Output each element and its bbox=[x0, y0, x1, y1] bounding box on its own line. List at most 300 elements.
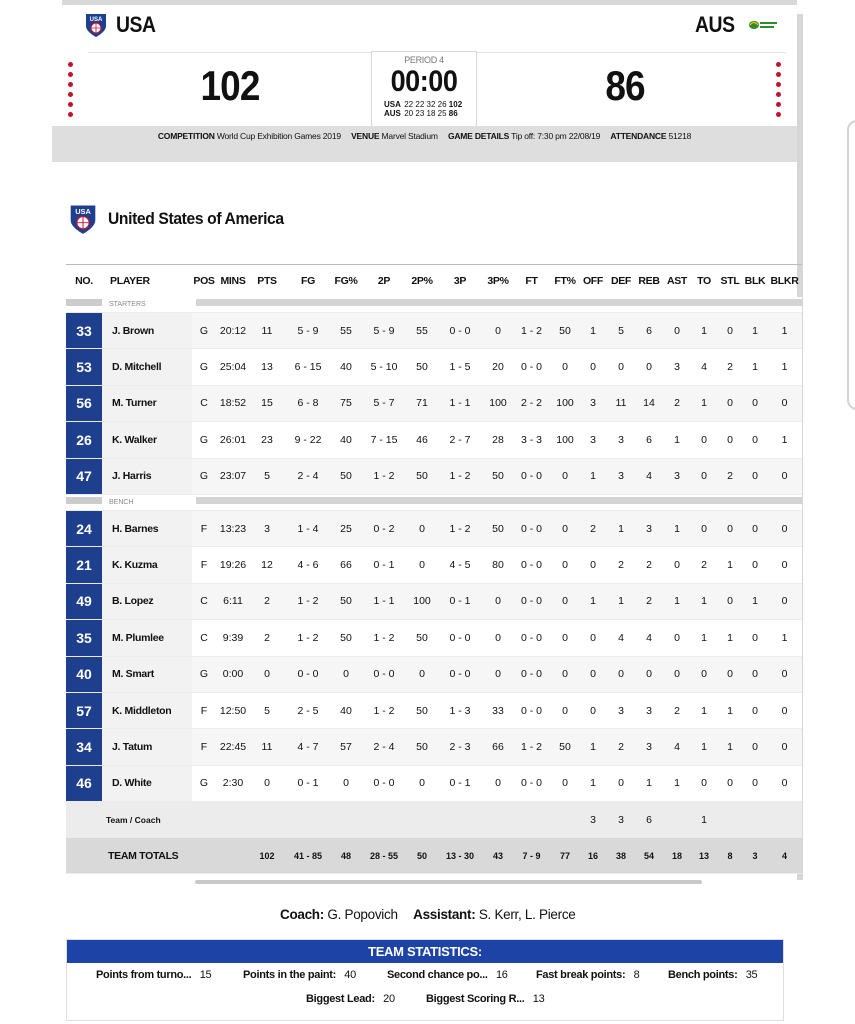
stat-cell: 1 - 2 bbox=[360, 458, 408, 494]
stat-cell: 0 bbox=[717, 422, 743, 458]
stat-cell: 40 bbox=[332, 349, 360, 385]
team-section-title bbox=[68, 203, 299, 235]
stat-cell: 0 bbox=[607, 349, 635, 385]
stat-cell: 0 - 1 bbox=[436, 583, 484, 619]
stat-cell: 1 - 2 bbox=[360, 692, 408, 728]
stat-cell: 0 - 1 bbox=[360, 547, 408, 583]
stat-cell: 2 - 7 bbox=[436, 422, 484, 458]
stat-item: Second chance po... 16 bbox=[387, 969, 508, 981]
stat-cell: 0 bbox=[635, 349, 663, 385]
team-full-name: United States of America bbox=[108, 209, 284, 228]
stat-cell: 9:39 bbox=[216, 620, 250, 656]
stat-cell: 0 bbox=[767, 510, 802, 546]
stat-cell bbox=[284, 802, 332, 838]
stat-cell: 5 - 7 bbox=[360, 385, 408, 421]
stat-cell: 50 bbox=[408, 729, 436, 765]
stat-cell: 0 bbox=[767, 729, 802, 765]
table-header bbox=[66, 265, 802, 297]
stat-cell: 1 bbox=[691, 802, 717, 838]
stat-cell: 0 - 0 bbox=[436, 656, 484, 692]
stat-cell: 3 bbox=[607, 422, 635, 458]
stat-cell: 2 bbox=[663, 692, 691, 728]
stat-cell: 1 bbox=[717, 729, 743, 765]
team-totals-label: TEAM TOTALS bbox=[66, 838, 216, 874]
total-cell: 3 bbox=[743, 838, 767, 874]
stat-cell: 0 bbox=[607, 765, 635, 801]
stat-cell bbox=[512, 802, 551, 838]
player-row[interactable] bbox=[66, 765, 802, 801]
stat-cell: 0 bbox=[743, 656, 767, 692]
column-header[interactable]: PTS bbox=[250, 265, 284, 297]
stat-cell: 0 bbox=[551, 765, 579, 801]
player-row[interactable] bbox=[66, 547, 802, 583]
stat-cell: 1 bbox=[579, 313, 607, 349]
jersey-number: 35 bbox=[66, 620, 102, 656]
jersey-number: 57 bbox=[66, 692, 102, 728]
player-name-link[interactable]: K. Walker bbox=[102, 422, 192, 458]
stat-cell: 19:26 bbox=[216, 547, 250, 583]
stat-cell: 0 bbox=[743, 458, 767, 494]
column-header[interactable]: BLKR bbox=[767, 265, 802, 297]
stat-cell: 0 bbox=[408, 547, 436, 583]
player-name-link[interactable]: H. Barnes bbox=[102, 510, 192, 546]
stat-cell: 3 bbox=[635, 729, 663, 765]
stat-cell: 0 bbox=[250, 656, 284, 692]
coach-name: G. Popovich bbox=[327, 907, 398, 922]
stat-cell: 1 bbox=[663, 765, 691, 801]
stat-cell: 66 bbox=[332, 547, 360, 583]
stat-cell: 4 bbox=[607, 620, 635, 656]
stat-cell: 4 bbox=[691, 349, 717, 385]
total-cell: 8 bbox=[717, 838, 743, 874]
stat-cell: 1 - 2 bbox=[360, 620, 408, 656]
player-row[interactable] bbox=[66, 349, 802, 385]
stat-cell: 55 bbox=[408, 313, 436, 349]
player-row[interactable] bbox=[66, 458, 802, 494]
stat-cell: 0 bbox=[484, 620, 512, 656]
stat-cell: 33 bbox=[484, 692, 512, 728]
stat-cell: 4 - 6 bbox=[284, 547, 332, 583]
stat-cell: 0 bbox=[767, 692, 802, 728]
player-row[interactable] bbox=[66, 620, 802, 656]
stat-cell: 2 - 3 bbox=[436, 729, 484, 765]
stat-cell: 1 - 2 bbox=[512, 729, 551, 765]
stat-cell: 0 bbox=[743, 385, 767, 421]
stat-cell: 0 - 0 bbox=[436, 313, 484, 349]
stat-cell: 0 - 0 bbox=[512, 458, 551, 494]
player-name-link[interactable]: M. Smart bbox=[102, 656, 192, 692]
column-header[interactable]: 2P% bbox=[408, 265, 436, 297]
stat-cell: 15 bbox=[250, 385, 284, 421]
stat-cell: 6 bbox=[635, 422, 663, 458]
stat-cell: C bbox=[192, 620, 216, 656]
stat-cell: 1 bbox=[743, 313, 767, 349]
stat-cell: 3 bbox=[635, 510, 663, 546]
stat-cell: 1 - 4 bbox=[284, 510, 332, 546]
stat-cell: 0 bbox=[635, 656, 663, 692]
stat-cell: 0 bbox=[717, 385, 743, 421]
player-row[interactable] bbox=[66, 583, 802, 619]
stat-cell: 5 - 9 bbox=[284, 313, 332, 349]
stat-cell: 0 bbox=[484, 765, 512, 801]
jersey-number: 24 bbox=[66, 510, 102, 546]
stat-cell: F bbox=[192, 692, 216, 728]
stat-cell: 1 bbox=[691, 620, 717, 656]
player-name-link[interactable]: J. Harris bbox=[102, 458, 192, 494]
away-team-header bbox=[695, 12, 778, 38]
stat-cell: 1 bbox=[607, 583, 635, 619]
stat-cell: 0 - 0 bbox=[512, 656, 551, 692]
stat-cell: 0 bbox=[717, 510, 743, 546]
stat-cell: 1 bbox=[717, 547, 743, 583]
stat-cell: 4 bbox=[663, 729, 691, 765]
player-name-link[interactable]: J. Brown bbox=[102, 313, 192, 349]
stat-cell bbox=[743, 802, 767, 838]
stat-cell bbox=[436, 802, 484, 838]
stat-cell: 0 bbox=[743, 765, 767, 801]
stat-cell: 6 - 8 bbox=[284, 385, 332, 421]
column-header[interactable]: STL bbox=[717, 265, 743, 297]
player-row[interactable] bbox=[66, 729, 802, 765]
section-label: BENCH bbox=[109, 498, 134, 506]
stat-cell: 80 bbox=[484, 547, 512, 583]
stat-cell: 0 - 0 bbox=[512, 583, 551, 619]
stat-cell: 3 bbox=[250, 510, 284, 546]
stat-cell: 50 bbox=[332, 458, 360, 494]
stat-cell: 3 bbox=[579, 422, 607, 458]
stat-cell: 1 - 5 bbox=[436, 349, 484, 385]
stat-cell: 2 bbox=[663, 385, 691, 421]
stat-cell: 4 - 5 bbox=[436, 547, 484, 583]
column-header[interactable]: NO. bbox=[66, 265, 102, 297]
total-cell: 18 bbox=[663, 838, 691, 874]
player-row[interactable] bbox=[66, 510, 802, 546]
stat-cell: 1 bbox=[691, 692, 717, 728]
stat-cell: 3 bbox=[663, 458, 691, 494]
column-header[interactable]: FG% bbox=[332, 265, 360, 297]
stat-cell: 0 bbox=[767, 765, 802, 801]
total-cell: 7 - 9 bbox=[512, 838, 551, 874]
stat-cell: 66 bbox=[484, 729, 512, 765]
stat-cell: 11 bbox=[250, 313, 284, 349]
stat-cell: 0 - 0 bbox=[512, 510, 551, 546]
stat-cell bbox=[551, 802, 579, 838]
stat-item: Points in the paint: 40 bbox=[243, 969, 356, 981]
stat-cell bbox=[663, 802, 691, 838]
stat-cell: 0 bbox=[717, 656, 743, 692]
team-totals-row bbox=[66, 838, 802, 874]
australian-boomers-logo-icon bbox=[748, 18, 778, 32]
column-header[interactable]: FG bbox=[284, 265, 332, 297]
stat-cell: 0 bbox=[691, 458, 717, 494]
column-header[interactable]: TO bbox=[691, 265, 717, 297]
stat-cell: F bbox=[192, 547, 216, 583]
stat-item: Biggest Lead: 20 bbox=[306, 993, 395, 1005]
stat-cell: 0 - 1 bbox=[436, 765, 484, 801]
total-cell: 102 bbox=[250, 838, 284, 874]
player-row[interactable] bbox=[66, 692, 802, 728]
stat-cell: 1 bbox=[579, 765, 607, 801]
stat-cell: 46 bbox=[408, 422, 436, 458]
stat-cell: 75 bbox=[332, 385, 360, 421]
stat-cell bbox=[360, 802, 408, 838]
stat-cell: 4 bbox=[635, 620, 663, 656]
stat-cell: 3 - 3 bbox=[512, 422, 551, 458]
player-row[interactable] bbox=[66, 313, 802, 349]
home-team-header bbox=[84, 12, 161, 38]
column-header[interactable]: DEF bbox=[607, 265, 635, 297]
stat-cell: 23 bbox=[250, 422, 284, 458]
stat-cell: 0 bbox=[663, 313, 691, 349]
stat-cell: 20:12 bbox=[216, 313, 250, 349]
stat-cell: 0 bbox=[691, 510, 717, 546]
column-header[interactable]: 3P% bbox=[484, 265, 512, 297]
stat-cell: 1 bbox=[691, 583, 717, 619]
jersey-number: 26 bbox=[66, 422, 102, 458]
stat-cell: 100 bbox=[408, 583, 436, 619]
player-name-link[interactable]: J. Tatum bbox=[102, 729, 192, 765]
stat-cell: 7 - 15 bbox=[360, 422, 408, 458]
column-header[interactable]: BLK bbox=[743, 265, 767, 297]
right-menu-dots-icon[interactable] bbox=[776, 62, 781, 117]
stat-cell: 6 bbox=[635, 313, 663, 349]
stat-cell: 12 bbox=[250, 547, 284, 583]
stat-cell: 0 bbox=[717, 765, 743, 801]
team-coach-label: Team / Coach bbox=[66, 802, 192, 838]
player-name-link[interactable]: K. Middleton bbox=[102, 692, 192, 728]
game-clock: 00:00 bbox=[390, 65, 458, 98]
stat-cell: 50 bbox=[332, 583, 360, 619]
stat-cell: 9 - 22 bbox=[284, 422, 332, 458]
stat-cell: 0 bbox=[250, 765, 284, 801]
period-label: PERIOD 4 bbox=[404, 55, 444, 65]
stat-cell: 0 bbox=[408, 510, 436, 546]
jersey-number: 40 bbox=[66, 656, 102, 692]
stat-cell: C bbox=[192, 583, 216, 619]
stat-cell: F bbox=[192, 729, 216, 765]
stat-cell: 1 bbox=[579, 458, 607, 494]
stat-cell: G bbox=[192, 765, 216, 801]
player-row[interactable] bbox=[66, 422, 802, 458]
stat-cell: G bbox=[192, 656, 216, 692]
stat-cell bbox=[717, 802, 743, 838]
stat-cell: 0 - 2 bbox=[360, 510, 408, 546]
column-header[interactable]: FT% bbox=[551, 265, 579, 297]
stat-cell: 50 bbox=[551, 313, 579, 349]
stat-cell: 100 bbox=[484, 385, 512, 421]
stat-cell: 1 bbox=[743, 349, 767, 385]
column-header[interactable]: MINS bbox=[216, 265, 250, 297]
stat-cell: 28 bbox=[484, 422, 512, 458]
stat-cell: 1 - 2 bbox=[436, 458, 484, 494]
home-team-name: USA bbox=[116, 12, 156, 37]
stat-cell: 1 bbox=[663, 583, 691, 619]
stat-cell: 0 bbox=[717, 313, 743, 349]
stat-cell: 0 bbox=[551, 656, 579, 692]
stat-cell: 1 - 2 bbox=[284, 620, 332, 656]
stat-cell: 0 bbox=[743, 547, 767, 583]
details-value: Tip off: 7:30 pm 22/08/19 bbox=[511, 131, 601, 141]
stat-cell: 2 bbox=[717, 458, 743, 494]
stat-cell: 0 bbox=[767, 458, 802, 494]
stat-cell: 1 bbox=[691, 729, 717, 765]
column-header[interactable]: OFF bbox=[579, 265, 607, 297]
stat-item: Biggest Scoring R... 13 bbox=[426, 993, 545, 1005]
stat-cell: 3 bbox=[607, 458, 635, 494]
total-cell: 54 bbox=[635, 838, 663, 874]
stat-cell: 0 bbox=[551, 349, 579, 385]
stat-cell: 11 bbox=[607, 385, 635, 421]
stat-cell: 2 bbox=[607, 547, 635, 583]
stat-cell: 50 bbox=[408, 458, 436, 494]
stat-cell: 50 bbox=[332, 620, 360, 656]
stat-cell: 1 bbox=[579, 583, 607, 619]
stat-cell: 2 - 4 bbox=[360, 729, 408, 765]
horizontal-scrollbar[interactable] bbox=[195, 880, 702, 884]
section-label: STARTERS bbox=[109, 300, 146, 308]
stat-cell: 2 bbox=[635, 547, 663, 583]
top-divider bbox=[62, 0, 797, 5]
away-team-name: AUS bbox=[695, 12, 735, 37]
stat-cell: 1 - 2 bbox=[512, 313, 551, 349]
stat-cell: 40 bbox=[332, 692, 360, 728]
team-statistics-title: TEAM STATISTICS: bbox=[67, 940, 783, 963]
stat-cell: 5 - 9 bbox=[360, 313, 408, 349]
stat-cell: 0 bbox=[743, 422, 767, 458]
stat-cell: 0:00 bbox=[216, 656, 250, 692]
column-header[interactable]: PLAYER bbox=[102, 265, 192, 297]
stat-item: Fast break points: 8 bbox=[536, 969, 640, 981]
stat-cell: 0 bbox=[579, 620, 607, 656]
stat-cell: G bbox=[192, 458, 216, 494]
player-name-link[interactable]: D. Mitchell bbox=[102, 349, 192, 385]
stat-cell: 14 bbox=[635, 385, 663, 421]
player-name-link[interactable]: M. Plumlee bbox=[102, 620, 192, 656]
section-divider bbox=[66, 494, 802, 510]
box-score-table bbox=[66, 264, 802, 874]
total-cell: 43 bbox=[484, 838, 512, 874]
column-header[interactable]: 2P bbox=[360, 265, 408, 297]
jersey-number: 33 bbox=[66, 313, 102, 349]
stat-cell: 0 bbox=[579, 547, 607, 583]
stat-cell: 0 bbox=[484, 583, 512, 619]
stat-cell: 0 bbox=[579, 349, 607, 385]
stat-cell: 6 - 15 bbox=[284, 349, 332, 385]
away-score: 86 bbox=[605, 62, 645, 109]
stat-cell: F bbox=[192, 510, 216, 546]
stat-cell bbox=[767, 802, 802, 838]
stat-cell: 3 bbox=[607, 692, 635, 728]
stat-cell: 11 bbox=[250, 729, 284, 765]
stat-cell: 0 bbox=[743, 692, 767, 728]
stat-cell: 0 - 0 bbox=[284, 656, 332, 692]
team-coach-row bbox=[66, 802, 802, 838]
stat-cell: 12:50 bbox=[216, 692, 250, 728]
stat-cell: 5 - 10 bbox=[360, 349, 408, 385]
jersey-number: 47 bbox=[66, 458, 102, 494]
stat-cell: 0 bbox=[767, 385, 802, 421]
stat-cell: 13 bbox=[250, 349, 284, 385]
stat-cell bbox=[250, 802, 284, 838]
stat-cell: 0 bbox=[551, 620, 579, 656]
total-cell: 16 bbox=[579, 838, 607, 874]
player-row[interactable] bbox=[66, 656, 802, 692]
stat-cell: 57 bbox=[332, 729, 360, 765]
player-name-link[interactable]: B. Lopez bbox=[102, 583, 192, 619]
stat-cell: 6 bbox=[635, 802, 663, 838]
stat-cell: 0 bbox=[332, 765, 360, 801]
usa-basketball-logo-icon bbox=[84, 12, 108, 38]
stat-cell: 1 bbox=[717, 620, 743, 656]
stat-cell: 1 bbox=[767, 313, 802, 349]
stat-cell: 50 bbox=[484, 458, 512, 494]
stat-cell: 0 - 0 bbox=[512, 349, 551, 385]
edge-panel-handle[interactable] bbox=[847, 120, 855, 410]
stat-cell: 0 bbox=[663, 656, 691, 692]
stat-cell: 3 bbox=[635, 692, 663, 728]
column-header[interactable]: POS bbox=[192, 265, 216, 297]
stat-cell: 2 - 4 bbox=[284, 458, 332, 494]
jersey-number: 34 bbox=[66, 729, 102, 765]
left-menu-dots-icon[interactable] bbox=[68, 62, 73, 117]
stat-cell: 0 - 1 bbox=[284, 765, 332, 801]
stat-cell: 2 bbox=[250, 583, 284, 619]
player-name-link[interactable]: M. Turner bbox=[102, 385, 192, 421]
jersey-number: 53 bbox=[66, 349, 102, 385]
column-header[interactable]: FT bbox=[512, 265, 551, 297]
stat-cell: 3 bbox=[663, 349, 691, 385]
stat-cell: 100 bbox=[551, 422, 579, 458]
stat-cell: 5 bbox=[607, 313, 635, 349]
stat-cell: 1 bbox=[607, 510, 635, 546]
stat-cell: 1 bbox=[717, 692, 743, 728]
stat-cell: 0 bbox=[551, 583, 579, 619]
column-header[interactable]: 3P bbox=[436, 265, 484, 297]
stat-cell: 1 bbox=[767, 620, 802, 656]
section-divider bbox=[66, 297, 802, 313]
stat-cell bbox=[192, 802, 216, 838]
stat-cell: 2 bbox=[607, 729, 635, 765]
quarter-scores bbox=[372, 100, 476, 118]
column-header[interactable]: AST bbox=[663, 265, 691, 297]
stat-cell bbox=[332, 802, 360, 838]
jersey-number: 56 bbox=[66, 385, 102, 421]
player-name-link[interactable]: K. Kuzma bbox=[102, 547, 192, 583]
attendance-value: 51218 bbox=[668, 131, 692, 141]
stat-cell: 0 - 0 bbox=[436, 620, 484, 656]
player-name-link[interactable]: D. White bbox=[102, 765, 192, 801]
quarter-row: USA 22 22 32 26 102 bbox=[384, 100, 463, 109]
stat-cell: 3 bbox=[607, 802, 635, 838]
stat-cell: 0 bbox=[767, 547, 802, 583]
quarter-row: AUS 20 23 18 25 86 bbox=[384, 109, 458, 118]
game-meta-bar: COMPETITION World Cup Exhibition Games 2019 VENUE Marvel Stadium GAME DETAILS Tip off: 7:30 pm 22/08/19 ATTENDANCE 51218 bbox=[52, 126, 797, 162]
player-row[interactable] bbox=[66, 385, 802, 421]
stat-cell: 23:07 bbox=[216, 458, 250, 494]
stat-cell: 22:45 bbox=[216, 729, 250, 765]
stat-cell: 4 bbox=[635, 458, 663, 494]
column-header[interactable]: REB bbox=[635, 265, 663, 297]
stat-cell: 1 bbox=[635, 765, 663, 801]
stat-cell: 3 bbox=[579, 385, 607, 421]
stat-cell: 1 bbox=[767, 422, 802, 458]
stat-cell: 3 bbox=[579, 802, 607, 838]
stat-cell: 50 bbox=[408, 349, 436, 385]
stat-cell: 1 bbox=[579, 729, 607, 765]
assistant-names: S. Kerr, L. Pierce bbox=[478, 907, 576, 922]
stat-cell: 0 bbox=[551, 692, 579, 728]
stat-cell: 1 - 1 bbox=[436, 385, 484, 421]
